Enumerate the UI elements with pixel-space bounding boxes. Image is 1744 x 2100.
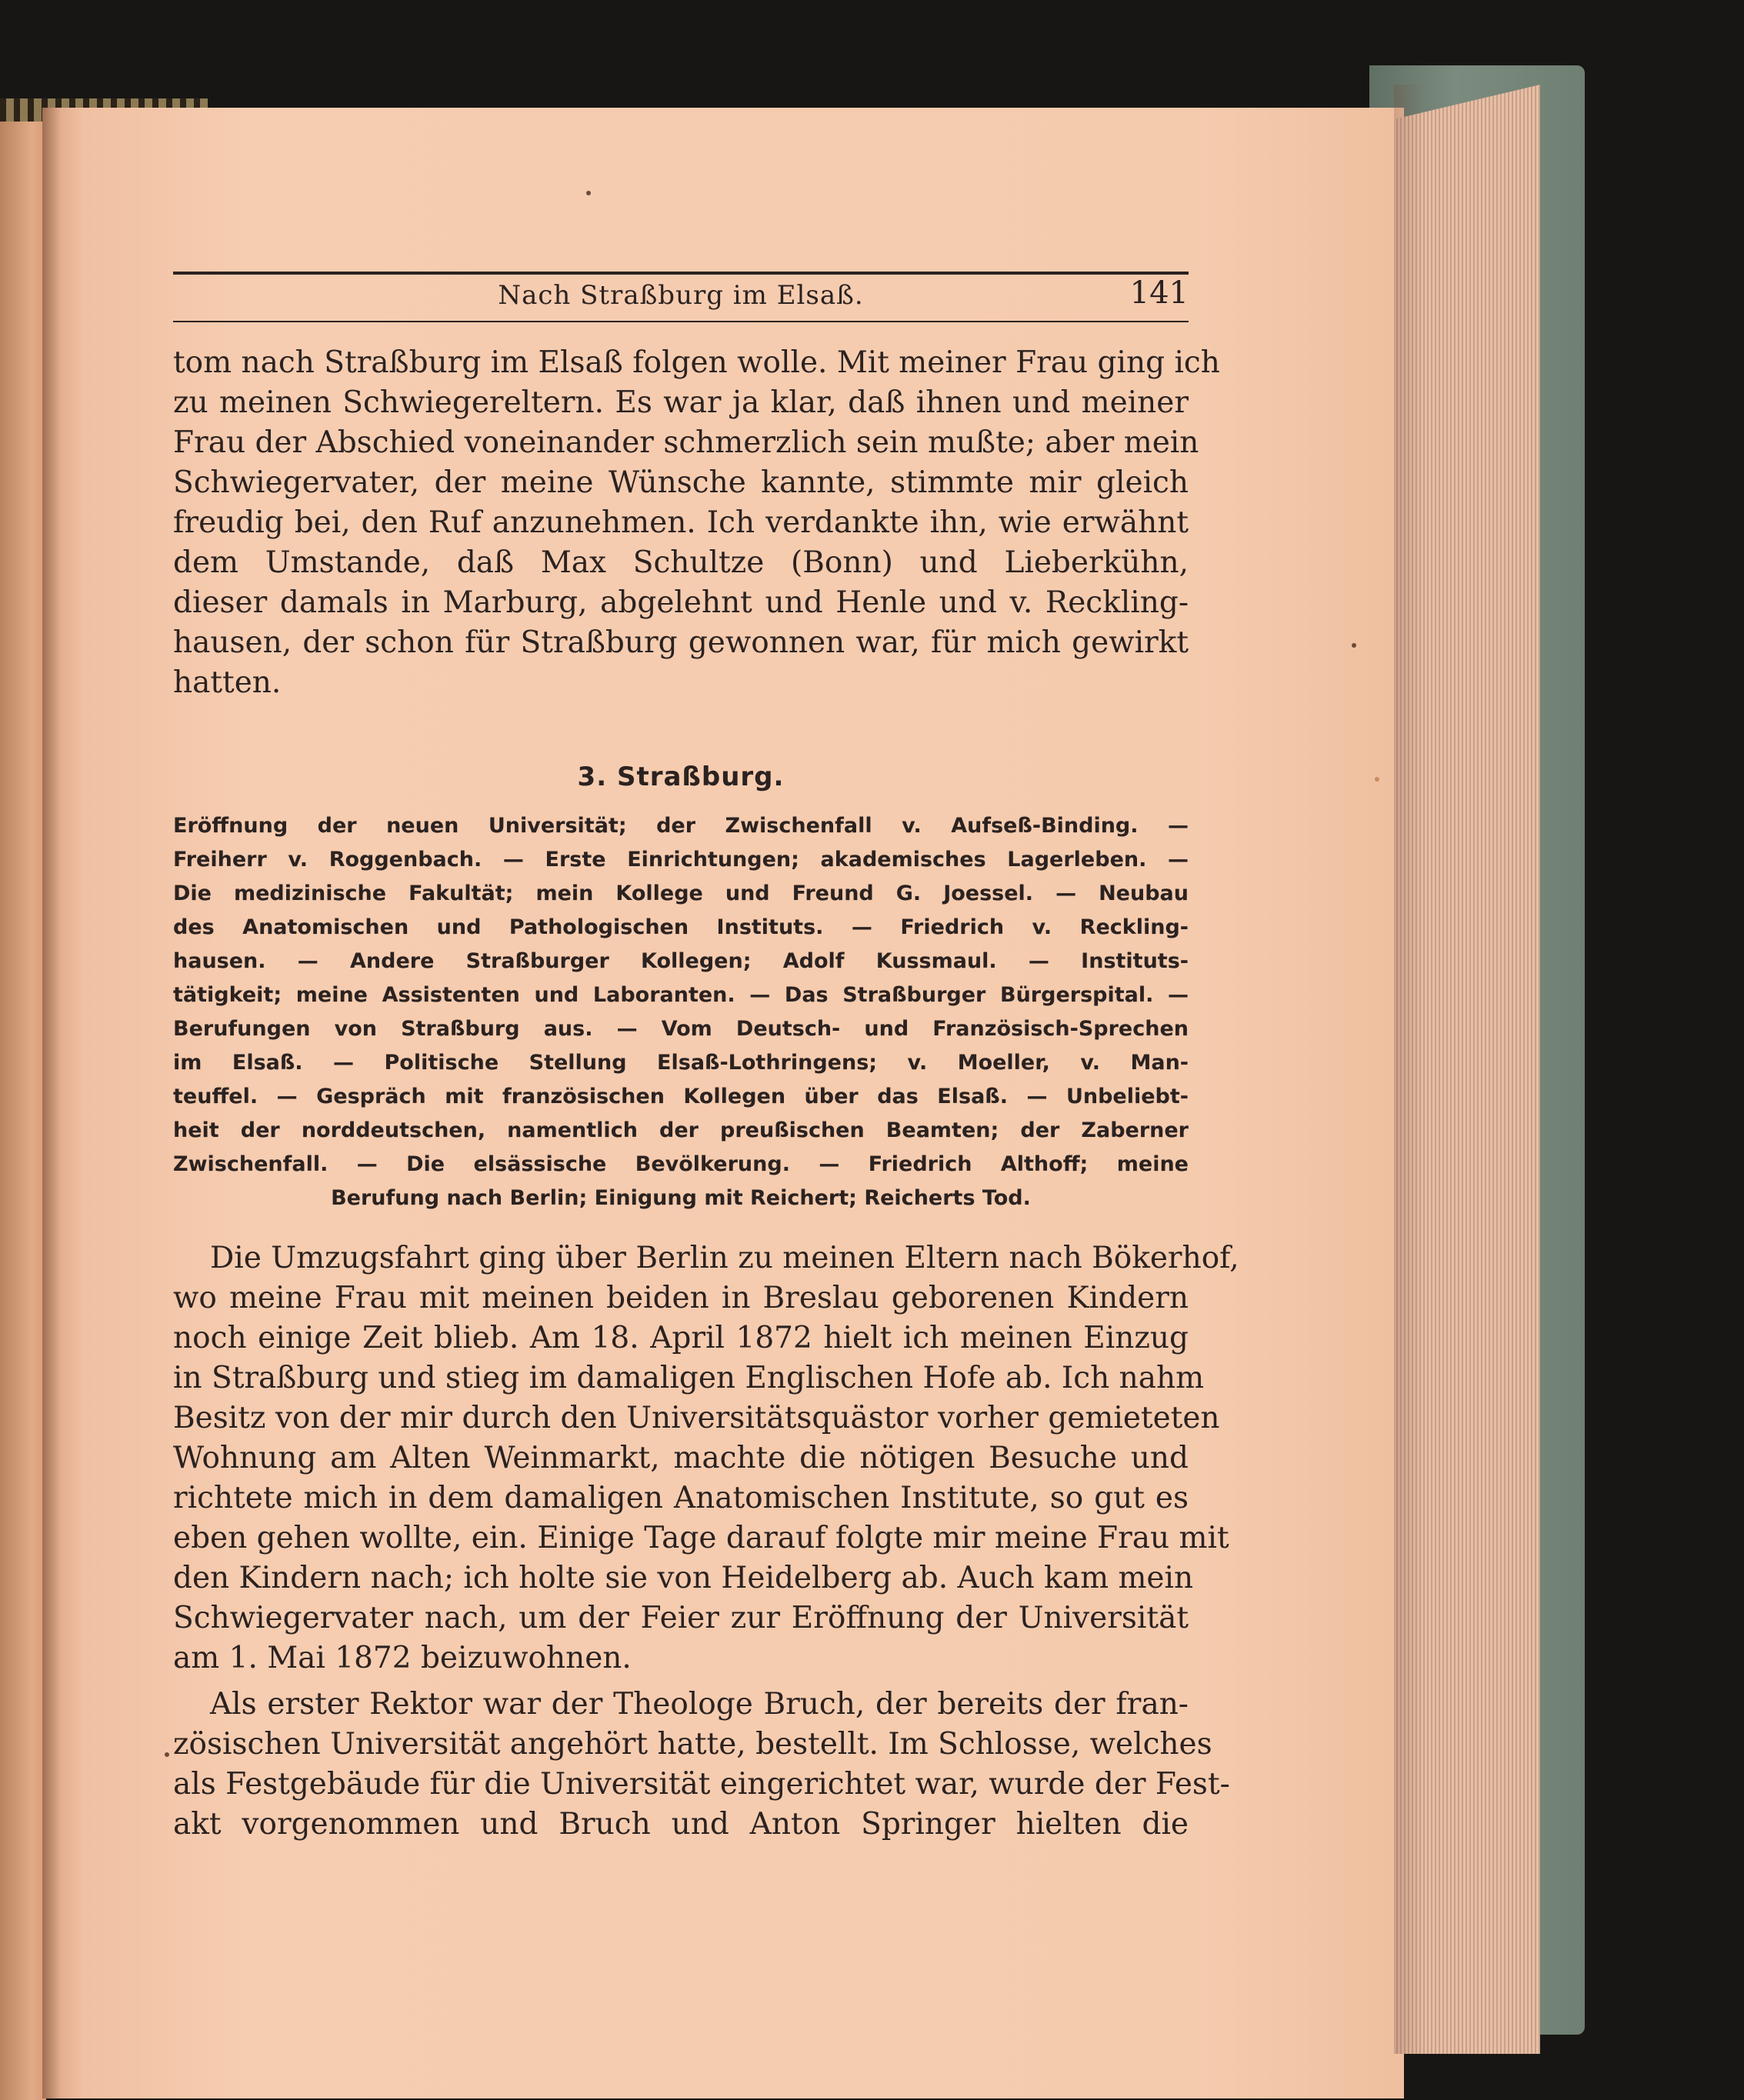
text-line: zösischen Universität angehört hatte, bestellt. Im Schlosse, welches bbox=[173, 1727, 1212, 1762]
summary-line: heit der norddeutschen, namentlich der preußischen Beamten; der Zaberner bbox=[173, 1118, 1189, 1142]
section-heading: 3. Straßburg. bbox=[577, 762, 785, 792]
summary-line: Berufungen von Straßburg aus. — Vom Deutsch- und Französisch-Sprechen bbox=[173, 1017, 1189, 1041]
page-number: 141 bbox=[1129, 275, 1189, 311]
summary-line: teuffel. — Gespräch mit französischen Kollegen über das Elsaß. — Unbeliebt- bbox=[173, 1085, 1189, 1108]
text-line: den Kindern nach; ich holte sie von Heidelberg ab. Auch kam mein bbox=[173, 1561, 1194, 1595]
text-line: freudig bei, den Ruf anzunehmen. Ich verdankte ihn, wie erwähnt bbox=[173, 505, 1189, 540]
text-line: Besitz von der mir durch den Universitätsquästor vorher gemieteten bbox=[173, 1401, 1220, 1435]
paper-speck bbox=[1352, 643, 1356, 648]
summary-line: tätigkeit; meine Assistenten und Laboranten. — Das Straßburger Bürgerspital. — bbox=[173, 983, 1189, 1007]
text-line: am 1. Mai 1872 beizuwohnen. bbox=[173, 1641, 632, 1675]
summary-line: Freiherr v. Roggenbach. — Erste Einrichtungen; akademisches Lagerleben. — bbox=[173, 848, 1189, 872]
paper-speck bbox=[1375, 777, 1379, 782]
text-line: zu meinen Schwiegereltern. Es war ja klar, daß ihnen und meiner bbox=[173, 385, 1189, 420]
summary-line: Berufung nach Berlin; Einigung mit Reichert; Reicherts Tod. bbox=[331, 1186, 1031, 1210]
summary-line: des Anatomischen und Pathologischen Instituts. — Friedrich v. Reckling- bbox=[173, 915, 1189, 939]
text-line: noch einige Zeit blieb. Am 18. April 1872 hielt ich meinen Einzug bbox=[173, 1321, 1189, 1355]
gutter-shadow bbox=[42, 108, 61, 2098]
text-line: als Festgebäude für die Universität eingerichtet war, wurde der Fest- bbox=[173, 1767, 1230, 1802]
summary-line: hausen. — Andere Straßburger Kollegen; Adolf Kussmaul. — Instituts- bbox=[173, 949, 1189, 973]
text-line: Frau der Abschied voneinander schmerzlich sein mußte; aber mein bbox=[173, 425, 1199, 460]
header-rule-bottom bbox=[173, 321, 1189, 322]
text-line: dieser damals in Marburg, abgelehnt und Henle und v. Reckling- bbox=[173, 585, 1189, 620]
text-line: dem Umstande, daß Max Schultze (Bonn) und Lieberkühn, bbox=[173, 545, 1189, 580]
left-page-edge bbox=[0, 108, 46, 2100]
text-line: hatten. bbox=[173, 665, 282, 700]
paper-speck bbox=[165, 1752, 169, 1757]
summary-line: Die medizinische Fakultät; mein Kollege und Freund G. Joessel. — Neubau bbox=[173, 882, 1189, 905]
summary-line: im Elsaß. — Politische Stellung Elsaß-Lothringens; v. Moeller, v. Man- bbox=[173, 1051, 1189, 1075]
header-rule-top bbox=[173, 272, 1189, 275]
summary-line: Zwischenfall. — Die elsässische Bevölkerung. — Friedrich Althoff; meine bbox=[173, 1152, 1189, 1176]
text-line: wo meine Frau mit meinen beiden in Breslau geborenen Kindern bbox=[173, 1281, 1189, 1315]
text-line: Die Umzugsfahrt ging über Berlin zu meinen Eltern nach Bökerhof, bbox=[210, 1241, 1239, 1275]
text-line: Wohnung am Alten Weinmarkt, machte die nötigen Besuche und bbox=[173, 1441, 1189, 1475]
running-title: Nach Straßburg im Elsaß. bbox=[498, 280, 864, 311]
text-line: tom nach Straßburg im Elsaß folgen wolle. Mit meiner Frau ging ich bbox=[173, 345, 1220, 380]
summary-line: Eröffnung der neuen Universität; der Zwischenfall v. Aufseß-Binding. — bbox=[173, 814, 1189, 838]
text-line: Schwiegervater, der meine Wünsche kannte, stimmte mir gleich bbox=[173, 465, 1189, 500]
page-fore-edge-shade bbox=[1394, 85, 1425, 2054]
text-line: Als erster Rektor war der Theologe Bruch, der bereits der fran- bbox=[210, 1687, 1189, 1722]
text-line: hausen, der schon für Straßburg gewonnen war, für mich gewirkt bbox=[173, 625, 1189, 660]
text-line: richtete mich in dem damaligen Anatomischen Institute, so gut es bbox=[173, 1481, 1189, 1515]
text-line: eben gehen wollte, ein. Einige Tage darauf folgte mir meine Frau mit bbox=[173, 1521, 1229, 1555]
text-line: in Straßburg und stieg im damaligen Englischen Hofe ab. Ich nahm bbox=[173, 1361, 1205, 1395]
text-line: Schwiegervater nach, um der Feier zur Eröffnung der Universität bbox=[173, 1601, 1189, 1635]
text-line: akt vorgenommen und Bruch und Anton Springer hielten die bbox=[173, 1807, 1189, 1842]
paper-speck bbox=[586, 191, 591, 195]
